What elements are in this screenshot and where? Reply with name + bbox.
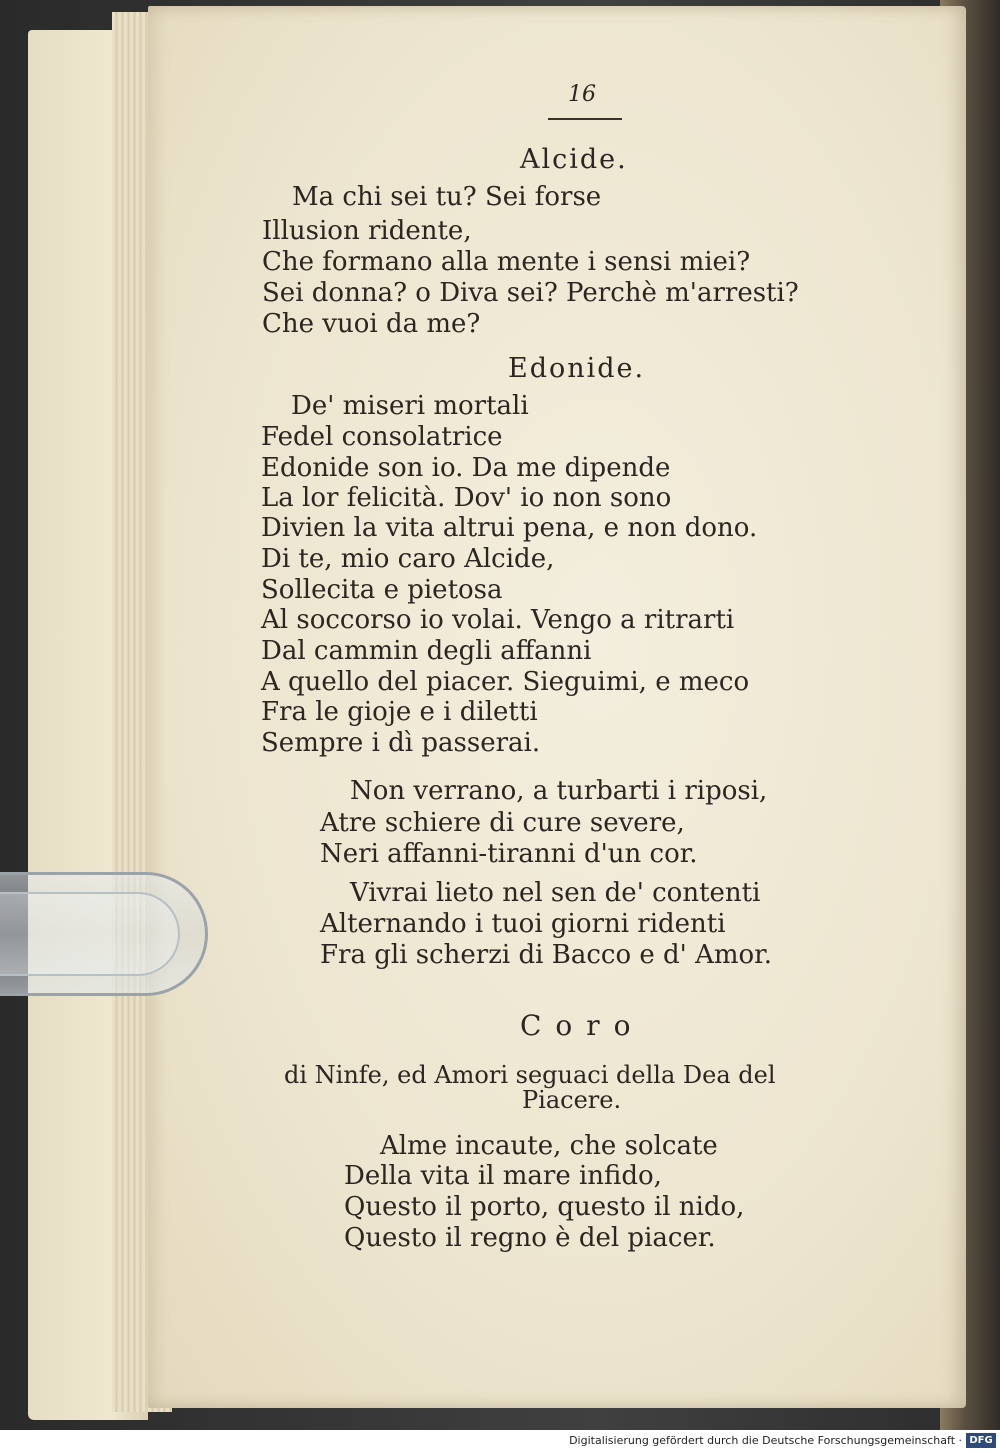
page-clamp-inner <box>0 892 180 976</box>
verse-line: A quello del piacer. Sieguimi, e meco <box>261 667 750 697</box>
coro-line: Della vita il mare infido, <box>344 1161 662 1191</box>
verse-line: Che formano alla mente i sensi miei? <box>262 247 751 277</box>
verse-line: Divien la vita altrui pena, e non dono. <box>261 513 758 543</box>
verse-line: Sollecita e pietosa <box>261 575 503 605</box>
coro-subtitle: di Ninfe, ed Amori seguaci della Dea del <box>284 1061 776 1089</box>
verse-line: La lor felicità. Dov' io non sono <box>261 483 672 513</box>
verse-line: Edonide son io. Da me dipende <box>261 453 671 483</box>
header-rule <box>548 118 622 120</box>
aria-line: Non verrano, a turbarti i riposi, <box>350 776 768 806</box>
verse-line: Di te, mio caro Alcide, <box>261 544 555 574</box>
coro-line: Questo il regno è del piacer. <box>344 1223 716 1253</box>
page-number: 16 <box>568 82 596 107</box>
verse-line: Che vuoi da me? <box>262 309 481 339</box>
coro-line: Questo il porto, questo il nido, <box>344 1192 745 1222</box>
speaker-alcide: Alcide. <box>520 144 628 175</box>
aria-line: Atre schiere di cure severe, <box>320 808 685 838</box>
coro-heading: Coro <box>520 1009 645 1042</box>
verse-line: Ma chi sei tu? Sei forse <box>292 182 602 212</box>
aria-line: Vivrai lieto nel sen de' contenti <box>350 878 761 908</box>
aria-line: Neri affanni-tiranni d'un cor. <box>320 839 698 869</box>
coro-line: Alme incaute, che solcate <box>380 1131 718 1161</box>
verse-line: De' miseri mortali <box>291 391 529 421</box>
verse-line: Al soccorso io volai. Vengo a ritrarti <box>261 605 735 635</box>
aria-line: Alternando i tuoi giorni ridenti <box>320 909 726 939</box>
verse-line: Fra le gioje e i diletti <box>261 697 538 727</box>
verse-line: Fedel consolatrice <box>261 422 503 452</box>
aria-line: Fra gli scherzi di Bacco e d' Amor. <box>320 940 773 970</box>
dfg-logo-icon: DFG <box>966 1433 996 1448</box>
verse-line: Sempre i dì passerai. <box>261 728 541 758</box>
digitization-footer <box>0 1430 1000 1452</box>
verse-line: Dal cammin degli affanni <box>261 636 592 666</box>
footer-credit: Digitalisierung gefördert durch die Deutsche Forschungsgemeinschaft · <box>569 1434 962 1447</box>
verse-line: Sei donna? o Diva sei? Perchè m'arresti? <box>262 278 799 308</box>
verse-line: Illusion ridente, <box>262 216 472 246</box>
speaker-edonide: Edonide. <box>508 353 646 384</box>
coro-subtitle-continued: Piacere. <box>522 1086 622 1114</box>
